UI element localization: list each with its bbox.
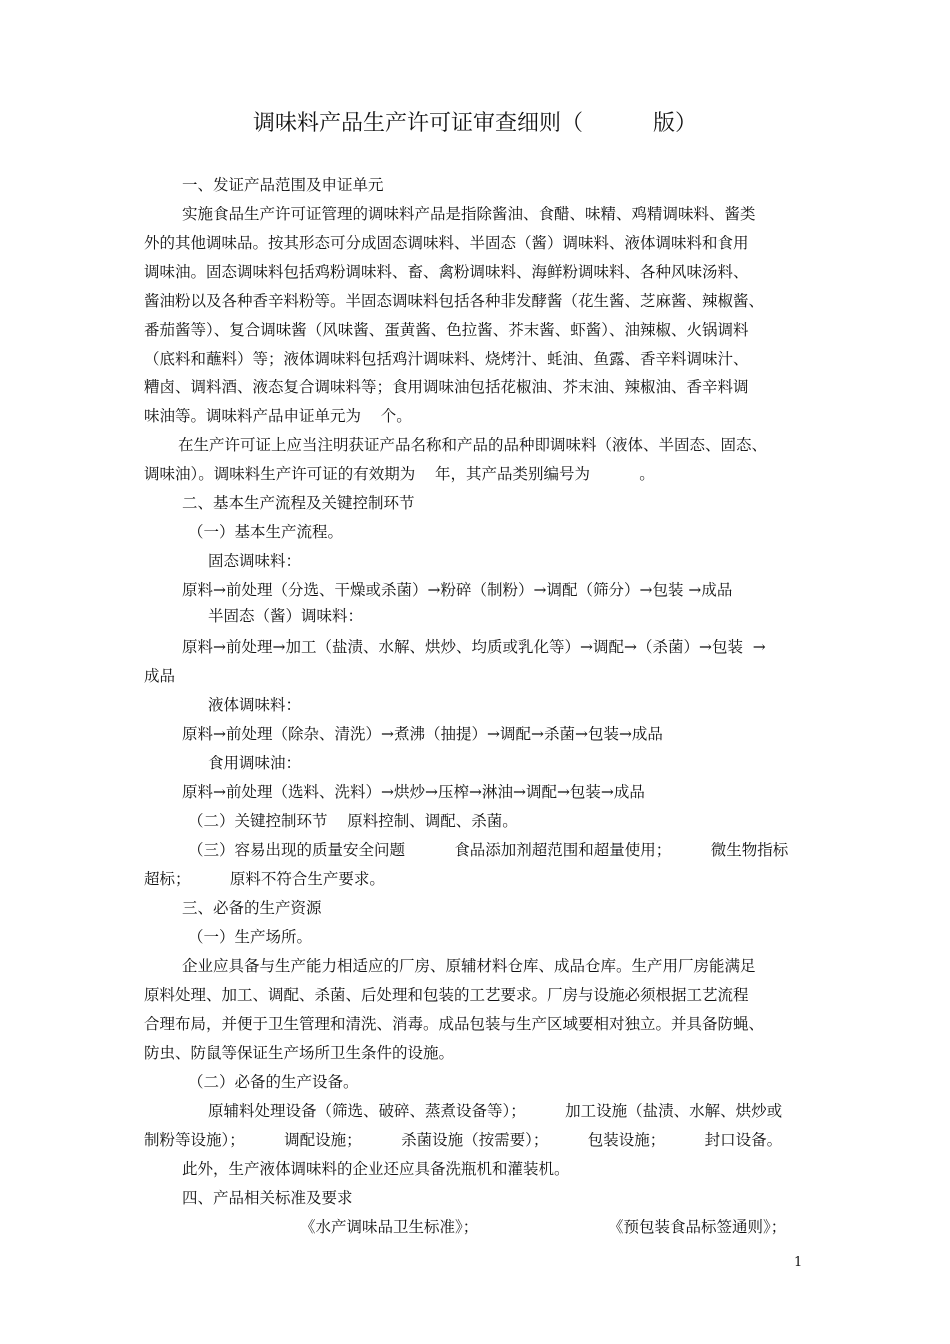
paragraph-line: 制粉等设施）； 调配设施； 杀菌设施（按需要）； 包装设施； 封口设备。 [144,1131,783,1149]
paragraph-line: 原辅料处理设备（筛选、破碎、蒸煮设备等）； 加工设施（盐渍、水解、烘炒或 [208,1102,783,1120]
subsection-heading: （二）关键控制环节 原料控制、调配、杀菌。 [188,812,518,830]
paragraph-line: 调味油。固态调味料包括鸡粉调味料、畜、禽粉调味料、海鲜粉调味料、各种风味汤料、 [144,263,749,281]
paragraph-line: 味油等。调味料产品申证单元为 个。 [144,407,412,425]
paragraph-line: （底料和蘸料）等；液体调味料包括鸡汁调味料、烧烤汁、蚝油、鱼露、香辛料调味汁、 [144,350,749,368]
process-label: 液体调味料： [208,696,302,714]
paragraph-line: 防虫、防鼠等保证生产场所卫生条件的设施。 [144,1044,455,1062]
paragraph-line: 外的其他调味品。按其形态可分成固态调味料、半固态（酱）调味料、液体调味料和食用 [144,234,749,252]
process-flow: 原料→前处理（分选、干燥或杀菌）→粉碎（制粉）→调配（筛分）→包装 →成品 [182,581,733,599]
document-title: 调味料产品生产许可证审查细则（ 版） [253,111,697,136]
paragraph-line: 原料处理、加工、调配、杀菌、后处理和包装的工艺要求。厂房与设施必须根据工艺流程 [144,986,749,1004]
process-label: 食用调味油： [208,754,302,772]
standard-reference: 《预包装食品标签通则》； [608,1218,787,1236]
paragraph-line: 此外，生产液体调味料的企业还应具备洗瓶机和灌装机。 [182,1160,570,1178]
section-heading-3: 三、必备的生产资源 [182,899,322,917]
paragraph-line: 合理布局，并便于卫生管理和清洗、消毒。成品包装与生产区域要相对独立。并具备防蝇、 [144,1015,765,1033]
process-flow: 原料→前处理（除杂、清洗）→煮沸（抽提）→调配→杀菌→包装→成品 [182,725,663,743]
subsection-heading: （一）生产场所。 [188,928,313,946]
process-label: 半固态（酱）调味料： [208,607,364,625]
paragraph-line: 在生产许可证上应当注明获证产品名称和产品的品种即调味料（液体、半固态、固态、 [178,436,768,454]
section-heading-1: 一、发证产品范围及申证单元 [182,176,384,194]
subsection-heading: （一）基本生产流程。 [188,523,344,541]
subsection-heading: （三）容易出现的质量安全问题 食品添加剂超范围和超量使用； 微生物指标 [188,841,789,859]
process-label: 固态调味料： [208,552,302,570]
section-heading-4: 四、产品相关标准及要求 [182,1189,353,1207]
paragraph-line: 糟卤、调料酒、液态复合调味料等；食用调味油包括花椒油、芥末油、辣椒油、香辛料调 [144,378,749,396]
paragraph-line: 超标； 原料不符合生产要求。 [144,870,385,888]
paragraph-line: 番茄酱等）、复合调味酱（风味酱、蛋黄酱、色拉酱、芥末酱、虾酱）、油辣椒、火锅调料 [144,321,749,339]
process-flow: 原料→前处理（选料、洗料）→烘炒→压榨→淋油→调配→包装→成品 [182,783,645,801]
process-flow: 成品 [144,667,176,685]
paragraph-line: 实施食品生产许可证管理的调味料产品是指除酱油、食醋、味精、鸡精调味料、酱类 [182,205,756,223]
process-flow: 原料→前处理→加工（盐渍、水解、烘炒、均质或乳化等）→调配→（杀菌）→包装 → [182,638,766,656]
paragraph-line: 调味油）。调味料生产许可证的有效期为 年，其产品类别编号为 。 [144,465,655,483]
section-heading-2: 二、基本生产流程及关键控制环节 [182,494,415,512]
page-number: 1 [794,1255,803,1270]
subsection-heading: （二）必备的生产设备。 [188,1073,359,1091]
paragraph-line: 企业应具备与生产能力相适应的厂房、原辅材料仓库、成品仓库。生产用厂房能满足 [182,957,756,975]
standard-reference: 《水产调味品卫生标准》； [300,1218,479,1236]
paragraph-line: 酱油粉以及各种香辛料粉等。半固态调味料包括各种非发酵酱（花生酱、芝麻酱、辣椒酱、 [144,292,765,310]
